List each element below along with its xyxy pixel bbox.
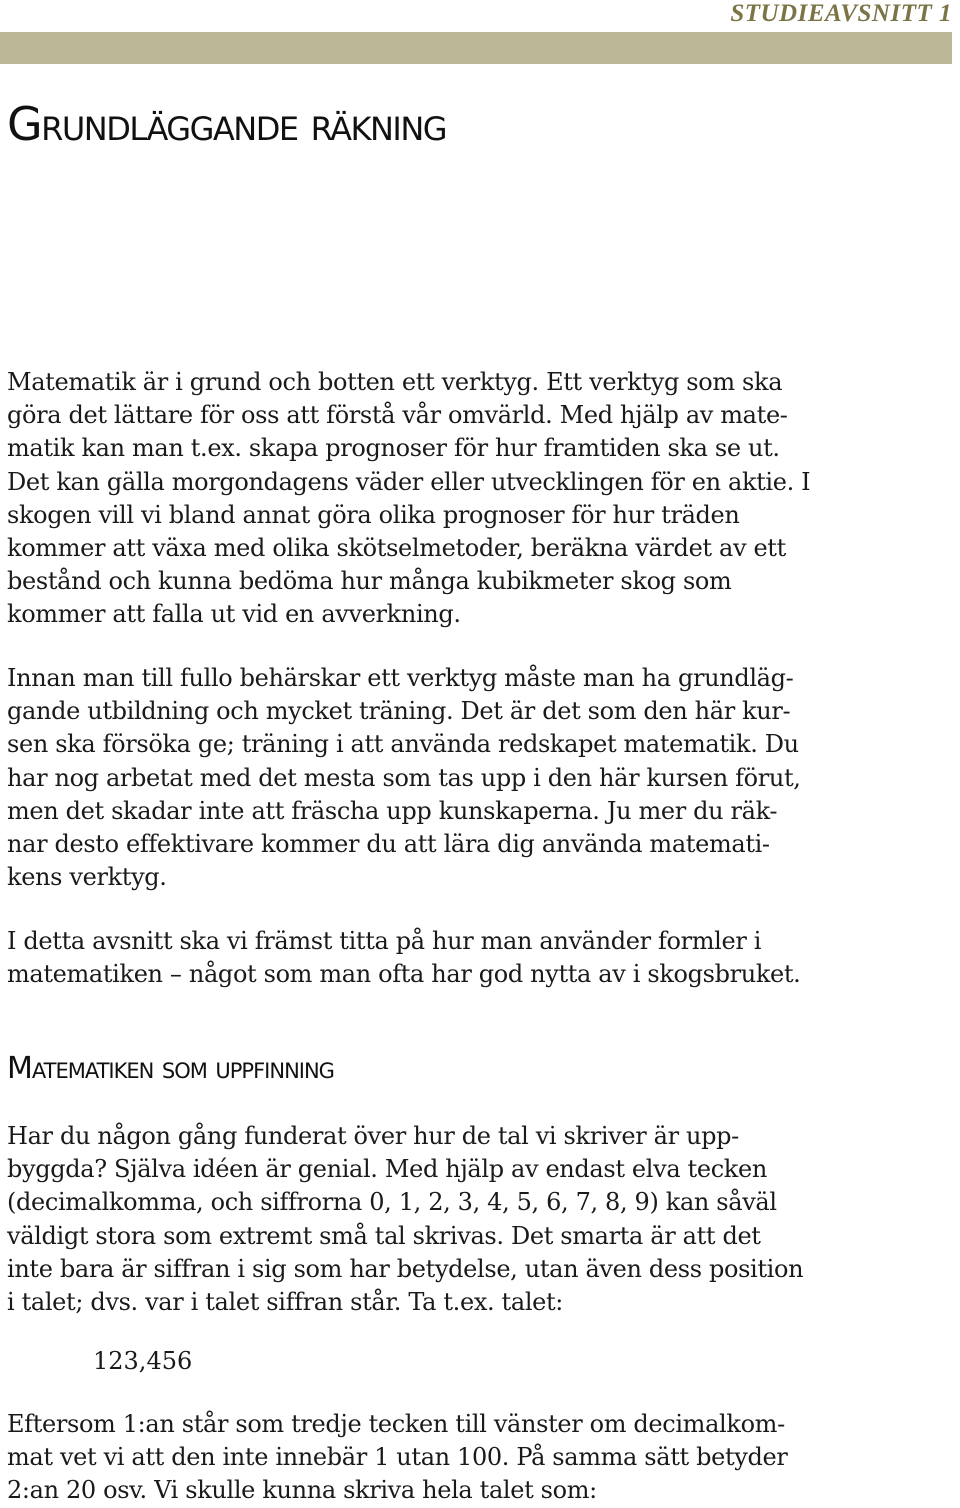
text-line: väldigt stora som extremt små tal skrivas. Det smarta är att det — [7, 1221, 761, 1250]
text-line: gande utbildning och mycket träning. Det är det som den här kur- — [7, 697, 791, 726]
section-label: STUDIEAVSNITT 1 — [730, 0, 952, 27]
text-line: byggda? Själva idéen är genial. Med hjälp av endast elva tecken — [7, 1155, 767, 1184]
text-line: matik kan man t.ex. skapa prognoser för hur framtiden ska se ut. — [7, 434, 780, 463]
intro-paragraph-2 — [7, 662, 952, 894]
text-line: Innan man till fullo behärskar ett verktyg måste man ha grundläg- — [7, 664, 794, 692]
intro-paragraph-3 — [7, 925, 952, 991]
page-title: Grundläggande räkning — [7, 97, 447, 151]
text-line: Matematik är i grund och botten ett verktyg. Ett verktyg som ska — [7, 368, 783, 396]
text-line: (decimalkomma, och siffrorna 0, 1, 2, 3, 4, 5, 6, 7, 8, 9) kan såväl — [7, 1188, 777, 1217]
text-line: bestånd och kunna bedöma hur många kubikmeter skog som — [7, 567, 732, 596]
text-line: Har du någon gång funderat över hur de tal vi skriver är upp- — [7, 1122, 739, 1150]
section-title: Matematiken som uppfinning — [7, 1051, 334, 1086]
text-line: sen ska försöka ge; träning i att använda redskapet matematik. Du — [7, 730, 799, 759]
text-line: kommer att falla ut vid en avverkning. — [7, 600, 461, 629]
text-line: men det skadar inte att fräscha upp kunskaperna. Ju mer du räk- — [7, 796, 778, 825]
section-paragraph-2 — [7, 1408, 952, 1508]
text-line: kommer att växa med olika skötselmetoder, beräkna värdet av ett — [7, 534, 786, 563]
text-line: matematiken – något som man ofta har god nytta av i skogsbruket. — [7, 960, 801, 989]
section-paragraph-1 — [7, 1120, 952, 1319]
intro-paragraph-1 — [7, 366, 952, 632]
example-number: 123,456 — [93, 1347, 193, 1375]
text-line: skogen vill vi bland annat göra olika prognoser för hur träden — [7, 500, 740, 529]
text-line: I detta avsnitt ska vi främst titta på hur man använder formler i — [7, 927, 762, 955]
text-line: göra det lättare för oss att förstå vår omvärld. Med hjälp av mate- — [7, 401, 788, 430]
text-line: mat vet vi att den inte innebär 1 utan 100. På samma sätt betyder — [7, 1443, 788, 1472]
text-line: inte bara är siffran i sig som har betydelse, utan även dess position — [7, 1254, 804, 1283]
text-line: Det kan gälla morgondagens väder eller utvecklingen för en aktie. I — [7, 467, 811, 496]
text-line: har nog arbetat med det mesta som tas upp i den här kursen förut, — [7, 763, 801, 792]
text-line: kens verktyg. — [7, 863, 167, 892]
text-line: nar desto effektivare kommer du att lära dig använda matemati- — [7, 830, 770, 859]
text-line: 2:an 20 osv. Vi skulle kunna skriva hela talet som: — [7, 1476, 597, 1505]
text-line: i talet; dvs. var i talet siffran står. Ta t.ex. talet: — [7, 1288, 564, 1317]
header-bar — [0, 32, 952, 64]
text-line: Eftersom 1:an står som tredje tecken till vänster om decimalkom- — [7, 1410, 785, 1438]
